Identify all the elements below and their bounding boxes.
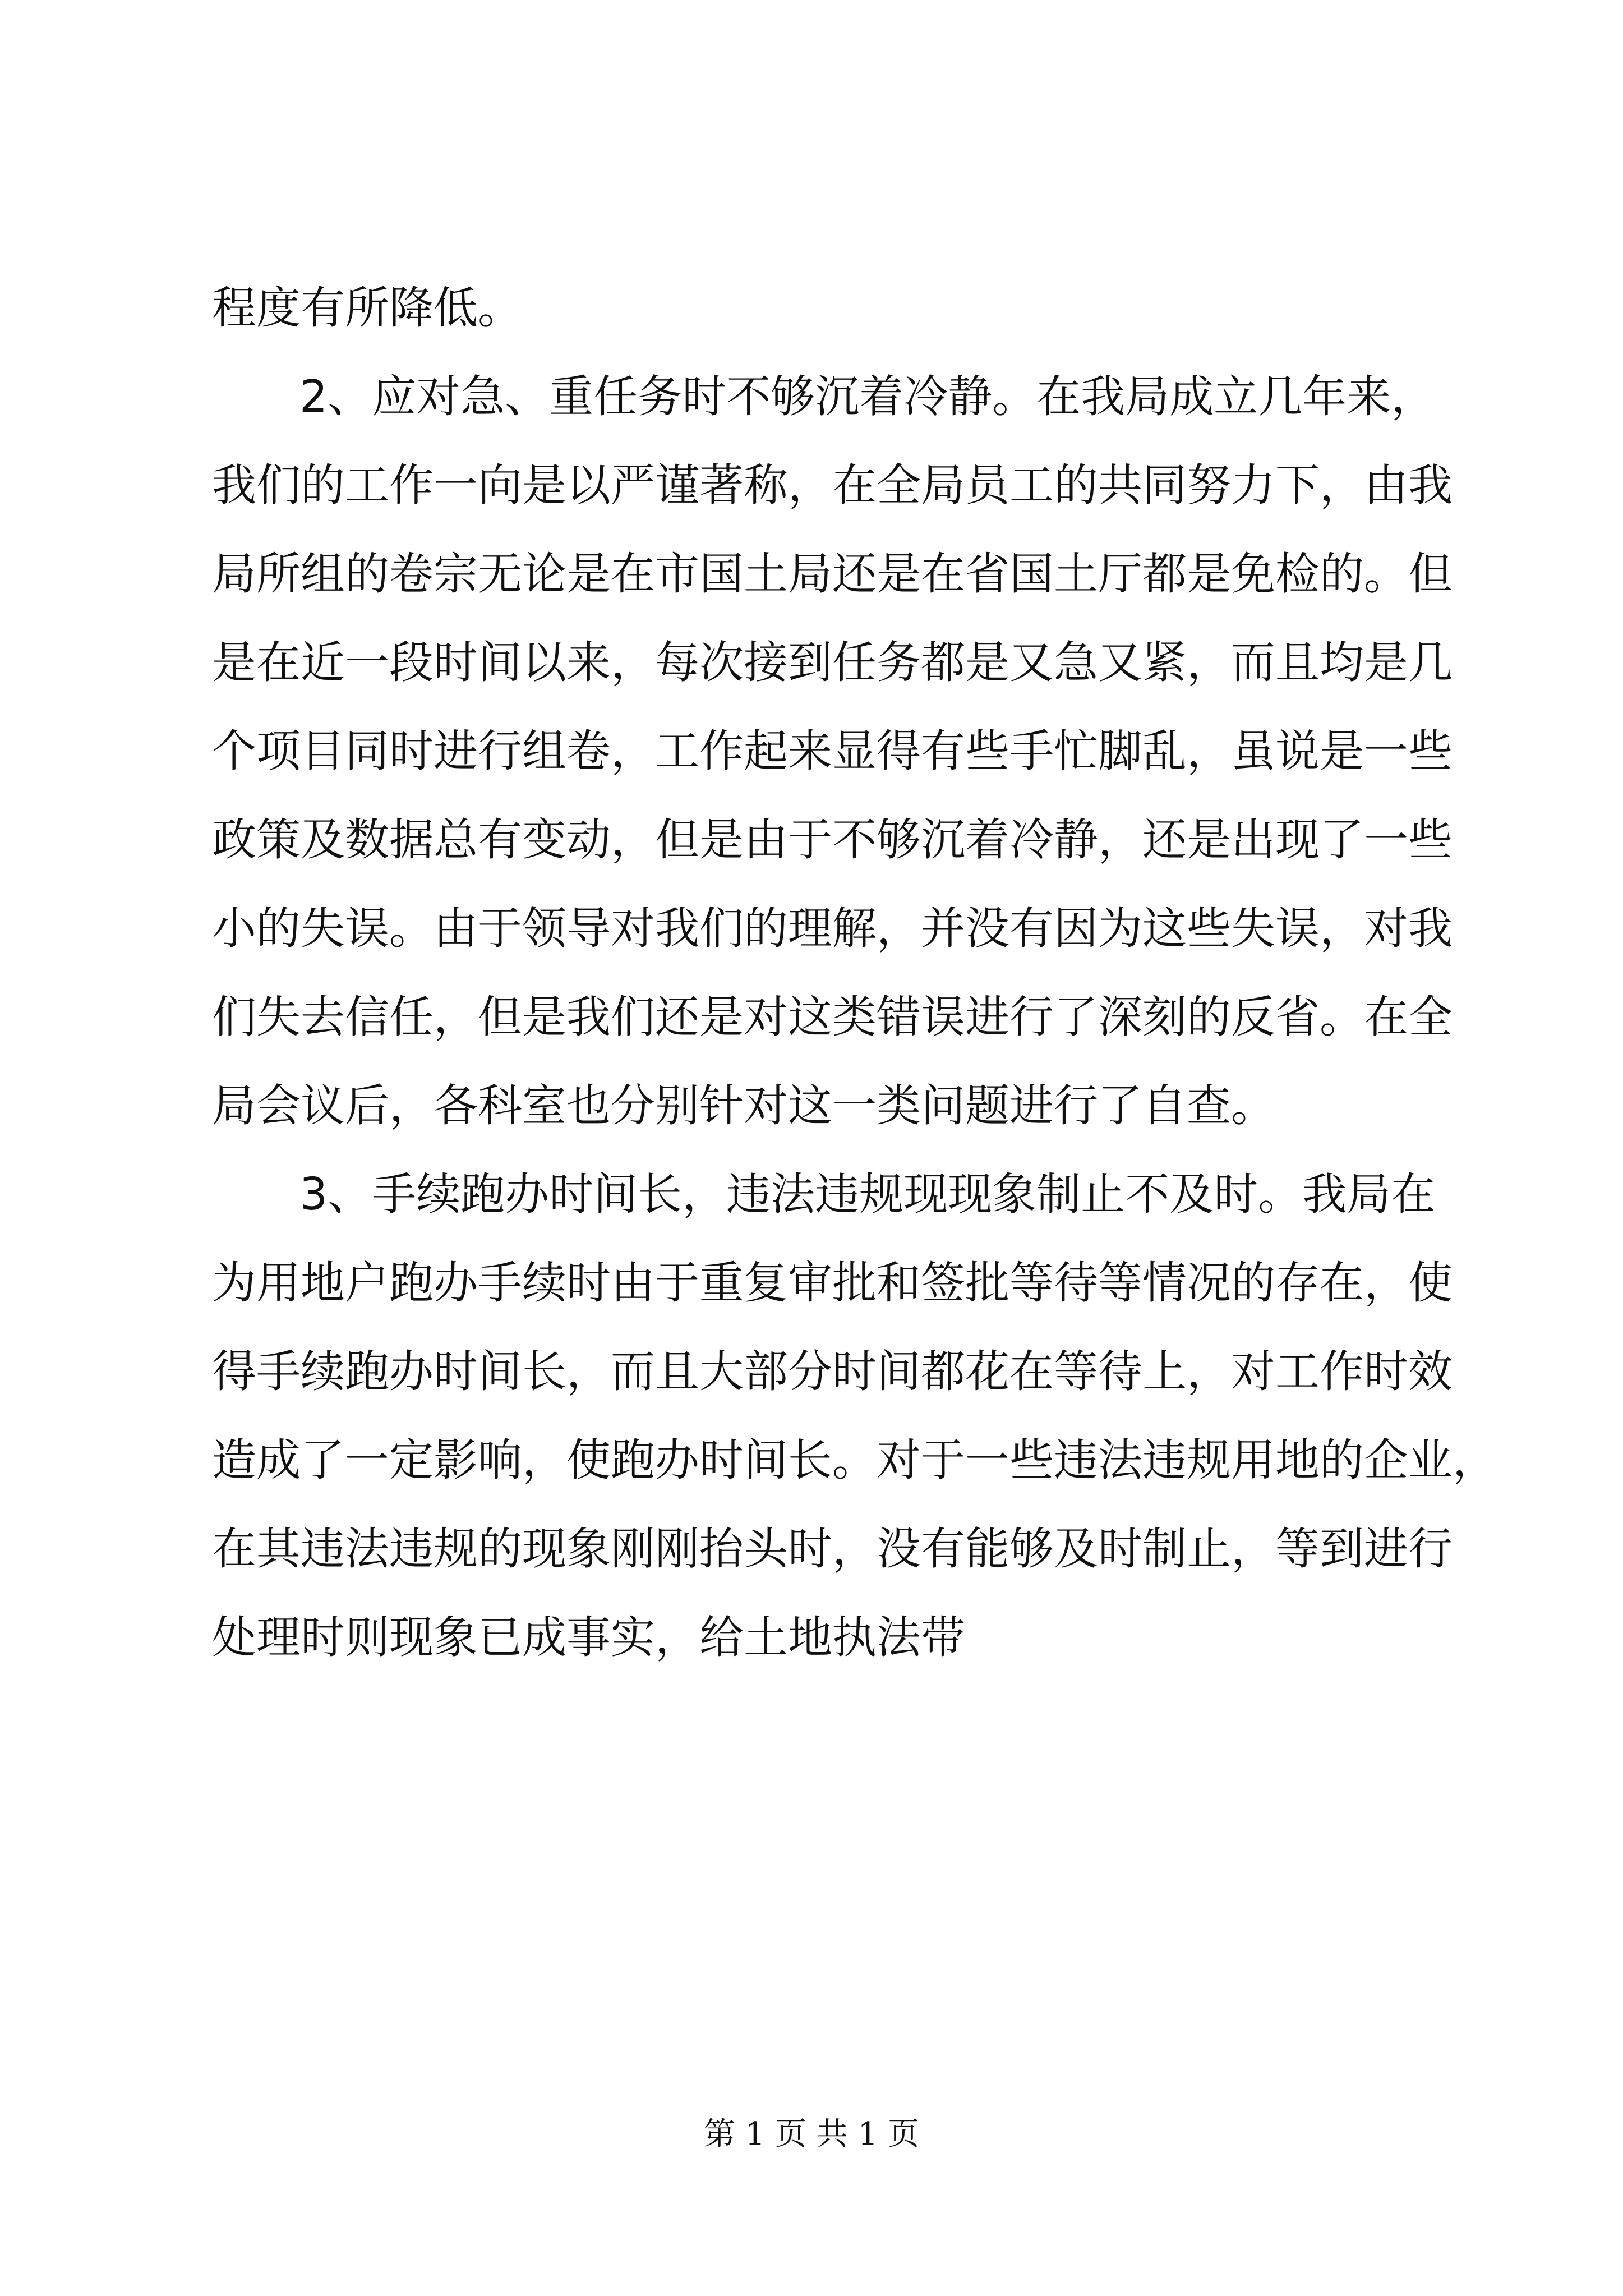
document-body [212, 264, 1497, 1682]
paragraph-line: 程度有所降低。 [212, 282, 522, 334]
paragraph-line: 们失去信任，但是我们还是对这类错误进行了深刻的反省。在全 [212, 991, 1453, 1043]
paragraph-line: 造成了一定影响，使跑办时间长。对于一些违法违规用地的企业， [212, 1434, 1497, 1486]
paragraph-line: 个项目同时进行组卷，工作起来显得有些手忙脚乱，虽说是一些 [212, 725, 1453, 777]
paragraph-line: 处理时则现象已成事实，给土地执法带 [212, 1612, 965, 1663]
paragraph-line: 小的失误。由于领导对我们的理解，并没有因为这些失误，对我 [212, 903, 1453, 954]
paragraph-line: 局所组的卷宗无论是在市国土局还是在省国土厅都是免检的。但 [212, 548, 1453, 600]
paragraph-line: 在其违法违规的现象刚刚抬头时，没有能够及时制止，等到进行 [212, 1523, 1453, 1575]
paragraph-line: 得手续跑办时间长，而且大部分时间都花在等待上，对工作时效 [212, 1346, 1453, 1397]
paragraph-line: 政策及数据总有变动，但是由于不够沉着冷静，还是出现了一些 [212, 814, 1453, 866]
page-footer: 第 1 页 共 1 页 [703, 2116, 920, 2152]
paragraph-line: 局会议后，各科室也分别针对这一类问题进行了自查。 [212, 1080, 1275, 1131]
paragraph-line: 我们的工作一向是以严谨著称，在全局员工的共同努力下，由我 [212, 459, 1453, 511]
paragraph-line: 为用地户跑办手续时由于重复审批和签批等待等情况的存在，使 [212, 1257, 1453, 1309]
paragraph-line: 3、手续跑办时间长，违法违规现现象制止不及时。我局在 [299, 1168, 1436, 1220]
paragraph-line: 是在近一段时间以来，每次接到任务都是又急又紧，而且均是几 [212, 637, 1453, 688]
paragraph-line: 2、应对急、重任务时不够沉着冷静。在我局成立几年来， [299, 371, 1436, 422]
